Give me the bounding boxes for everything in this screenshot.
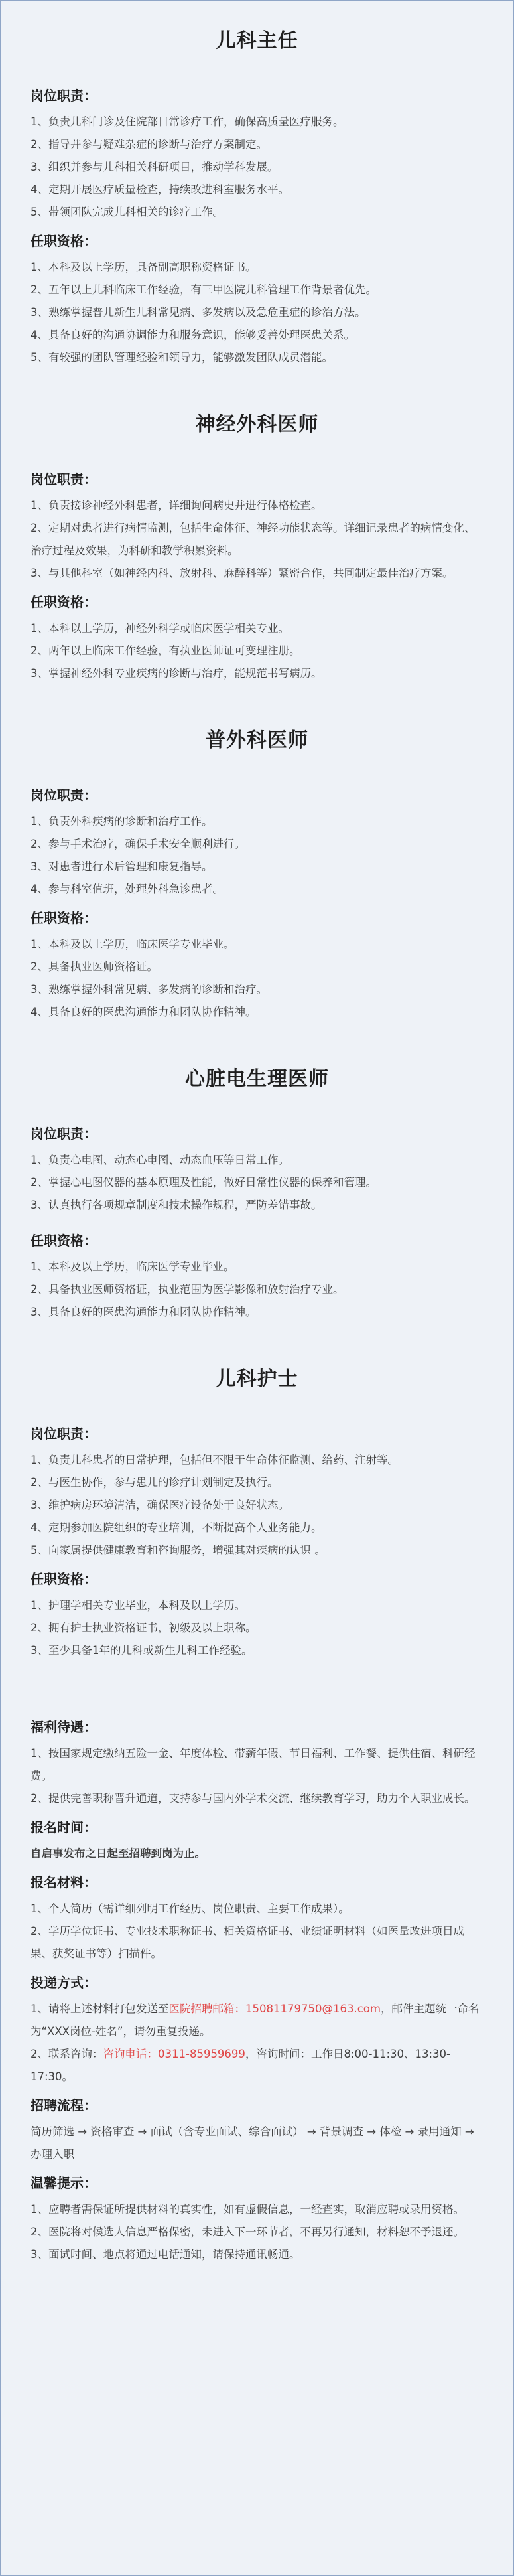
reqs-list [31,617,483,685]
welfare-label: 福利待遇： [31,1719,97,1735]
reqs-list [31,933,483,1023]
duties-label: 岗位职责： [31,88,97,104]
list-item: 1、本科及以上学历，具备副高职称资格证书。 [31,261,257,273]
process-flow: 简历筛选 → 资格审查 → 面试（含专业面试、综合面试） → 背景调查 → 体检 → 录用通知 → 办理入职 [31,2125,474,2160]
list-item: 4、定期开展医疗质量检查，持续改进科室服务水平。 [31,183,289,196]
list-item: 3、对患者进行术后管理和康复指导。 [31,860,213,873]
list-item: 5、向家属提供健康教育和咨询服务，增强其对疾病的认识 。 [31,1544,326,1556]
job-section-cardiac-ep [31,1062,483,1324]
welfare-list [31,1742,483,1810]
list-item: 5、带领团队完成儿科相关的诊疗工作。 [31,206,224,218]
signup-time: 自启事发布之日起至招聘到岗为止。 [31,1847,206,1860]
tips-list [31,2198,483,2266]
job-section-pediatric-director [31,24,483,369]
list-item: 1、按国家规定缴纳五险一金、年度体检、带薪年假、节日福利、工作餐、提供住宿、科研经费。 [31,1747,476,1782]
list-item: 2、指导并参与疑难杂症的诊断与治疗方案制定。 [31,138,267,151]
section-title: 神经外科医师 [195,413,319,436]
list-item: 1、本科及以上学历，临床医学专业毕业。 [31,1260,235,1273]
duties-list [31,1149,483,1217]
delivery-item-1 [31,1998,483,2043]
list-item: 1、负责儿科患者的日常护理，包括但不限于生命体征监测、给药、注射等。 [31,1454,399,1466]
list-item: 2、掌握心电图仪器的基本原理及性能，做好日常性仪器的保养和管理。 [31,1176,377,1189]
list-item: 3、组织并参与儿科相关科研项目，推动学科发展。 [31,161,279,173]
list-item: 1、本科及以上学历，临床医学专业毕业。 [31,938,235,950]
materials-label: 报名材料： [31,1874,97,1890]
duties-list [31,1449,483,1562]
delivery-text: ，邮件主题统一命名为“XXX岗位-姓名”，请勿重复投递。 [31,2003,480,2038]
reqs-label: 任职资格： [31,1571,97,1587]
section-title: 普外科医师 [206,729,308,752]
list-item: 1、负责接诊神经外科患者，详细询问病史并进行体格检查。 [31,499,322,512]
reqs-list [31,256,483,369]
job-section-neurosurgeon [31,408,483,685]
list-item: 3、认真执行各项规章制度和技术操作规程，严防差错事故。 [31,1199,322,1211]
list-item: 1、本科以上学历，神经外科学或临床医学相关专业。 [31,622,289,635]
list-item: 3、至少具备1年的儿科或新生儿科工作经验。 [31,1644,253,1657]
delivery-text: ，咨询时间：工作日8:00-11:30、13:30-17:30。 [31,2048,450,2083]
list-item: 2、参与手术治疗，确保手术安全顺利进行。 [31,838,245,850]
job-section-pediatric-nurse [31,1362,483,1662]
job-section-general-surgeon [31,723,483,1023]
list-item: 3、面试时间、地点将通过电话通知，请保持通讯畅通。 [31,2248,300,2261]
list-item: 2、与医生协作，参与患儿的诊疗计划制定及执行。 [31,1476,279,1489]
delivery-item-2 [31,2043,483,2088]
list-item: 2、具备执业医师资格证。 [31,960,158,973]
list-item: 2、五年以上儿科临床工作经验，有三甲医院儿科管理工作背景者优先。 [31,283,377,296]
delivery-text: 1、请将上述材料打包发送至 [31,2003,169,2015]
section-title: 儿科主任 [216,29,298,52]
list-item: 4、参与科室值班，处理外科急诊患者。 [31,883,224,895]
list-item: 1、护理学相关专业毕业，本科及以上学历。 [31,1599,245,1612]
recruit-email[interactable]: 医院招聘邮箱：15081179750@163.com [168,2003,381,2015]
list-item: 2、学历学位证书、专业技术职称证书、相关资格证书、业绩证明材料（如医量改进项目成果、获奖证书等）扫描件。 [31,1925,464,1960]
list-item: 3、掌握神经外科专业疾病的诊断与治疗，能规范书写病历。 [31,667,322,680]
list-item: 4、定期参加医院组织的专业培训，不断提高个人业务能力。 [31,1521,322,1534]
list-item: 4、具备良好的医患沟通能力和团队协作精神。 [31,1006,257,1018]
page-content [1,1,513,2266]
list-item: 1、负责儿科门诊及住院部日常诊疗工作，确保高质量医疗服务。 [31,115,344,128]
reqs-label: 任职资格： [31,233,97,249]
duties-label: 岗位职责： [31,1126,97,1142]
reqs-label: 任职资格： [31,1233,97,1249]
list-item: 2、两年以上临床工作经验，有执业医师证可变理注册。 [31,644,300,657]
materials-list [31,1898,483,1965]
list-item: 2、定期对患者进行病情监测，包括生命体征、神经功能状态等。详细记录患者的病情变化、治疗过程及效果，为科研和教学积累资料。 [31,522,476,557]
delivery-text: 2、联系咨询： [31,2048,103,2060]
signup-time-label: 报名时间： [31,1819,97,1835]
list-item: 3、熟练掌握普儿新生儿科常见病、多发病以及急危重症的诊治方法。 [31,306,366,319]
duties-label: 岗位职责： [31,1426,97,1442]
list-item: 2、医院将对候选人信息严格保密，未进入下一环节者，不再另行通知，材料恕不予退还。 [31,2226,464,2238]
process-label: 招聘流程： [31,2097,97,2113]
list-item: 4、具备良好的沟通协调能力和服务意识，能够妥善处理医患关系。 [31,329,355,341]
duties-label: 岗位职责： [31,471,97,487]
delivery-label: 投递方式： [31,1975,97,1991]
list-item: 2、拥有护士执业资格证书，初级及以上职称。 [31,1622,257,1634]
section-title: 心脏电生理医师 [185,1067,329,1091]
duties-list [31,810,483,901]
duties-list [31,494,483,585]
list-item: 3、维护病房环境清洁，确保医疗设备处于良好状态。 [31,1499,289,1511]
list-item: 2、具备执业医师资格证，执业范围为医学影像和放射治疗专业。 [31,1283,344,1296]
list-item: 1、应聘者需保证所提供材料的真实性，如有虚假信息，一经查实，取消应聘或录用资格。 [31,2203,464,2216]
tips-label: 温馨提示： [31,2175,97,2191]
reqs-label: 任职资格： [31,594,97,610]
duties-list [31,111,483,224]
contact-phone[interactable]: 咨询电话：0311-85959699 [103,2048,245,2060]
duties-label: 岗位职责： [31,787,97,803]
list-item: 2、提供完善职称晋升通道，支持参与国内外学术交流、继续教育学习，助力个人职业成长。 [31,1792,476,1805]
list-item: 3、熟练掌握外科常见病、多发病的诊断和治疗。 [31,983,267,996]
reqs-label: 任职资格： [31,910,97,926]
list-item: 3、具备良好的医患沟通能力和团队协作精神。 [31,1306,257,1318]
general-info [31,1716,483,2266]
list-item: 3、与其他科室（如神经内科、放射科、麻醉科等）紧密合作，共同制定最佳治疗方案。 [31,567,454,579]
list-item: 1、个人简历（需详细列明工作经历、岗位职责、主要工作成果）。 [31,1902,350,1915]
reqs-list [31,1256,483,1324]
list-item: 1、负责心电图、动态心电图、动态血压等日常工作。 [31,1154,289,1166]
section-title: 儿科护士 [216,1367,298,1391]
reqs-list [31,1594,483,1662]
list-item: 1、负责外科疾病的诊断和治疗工作。 [31,815,213,828]
list-item: 5、有较强的团队管理经验和领导力，能够激发团队成员潜能。 [31,351,333,364]
